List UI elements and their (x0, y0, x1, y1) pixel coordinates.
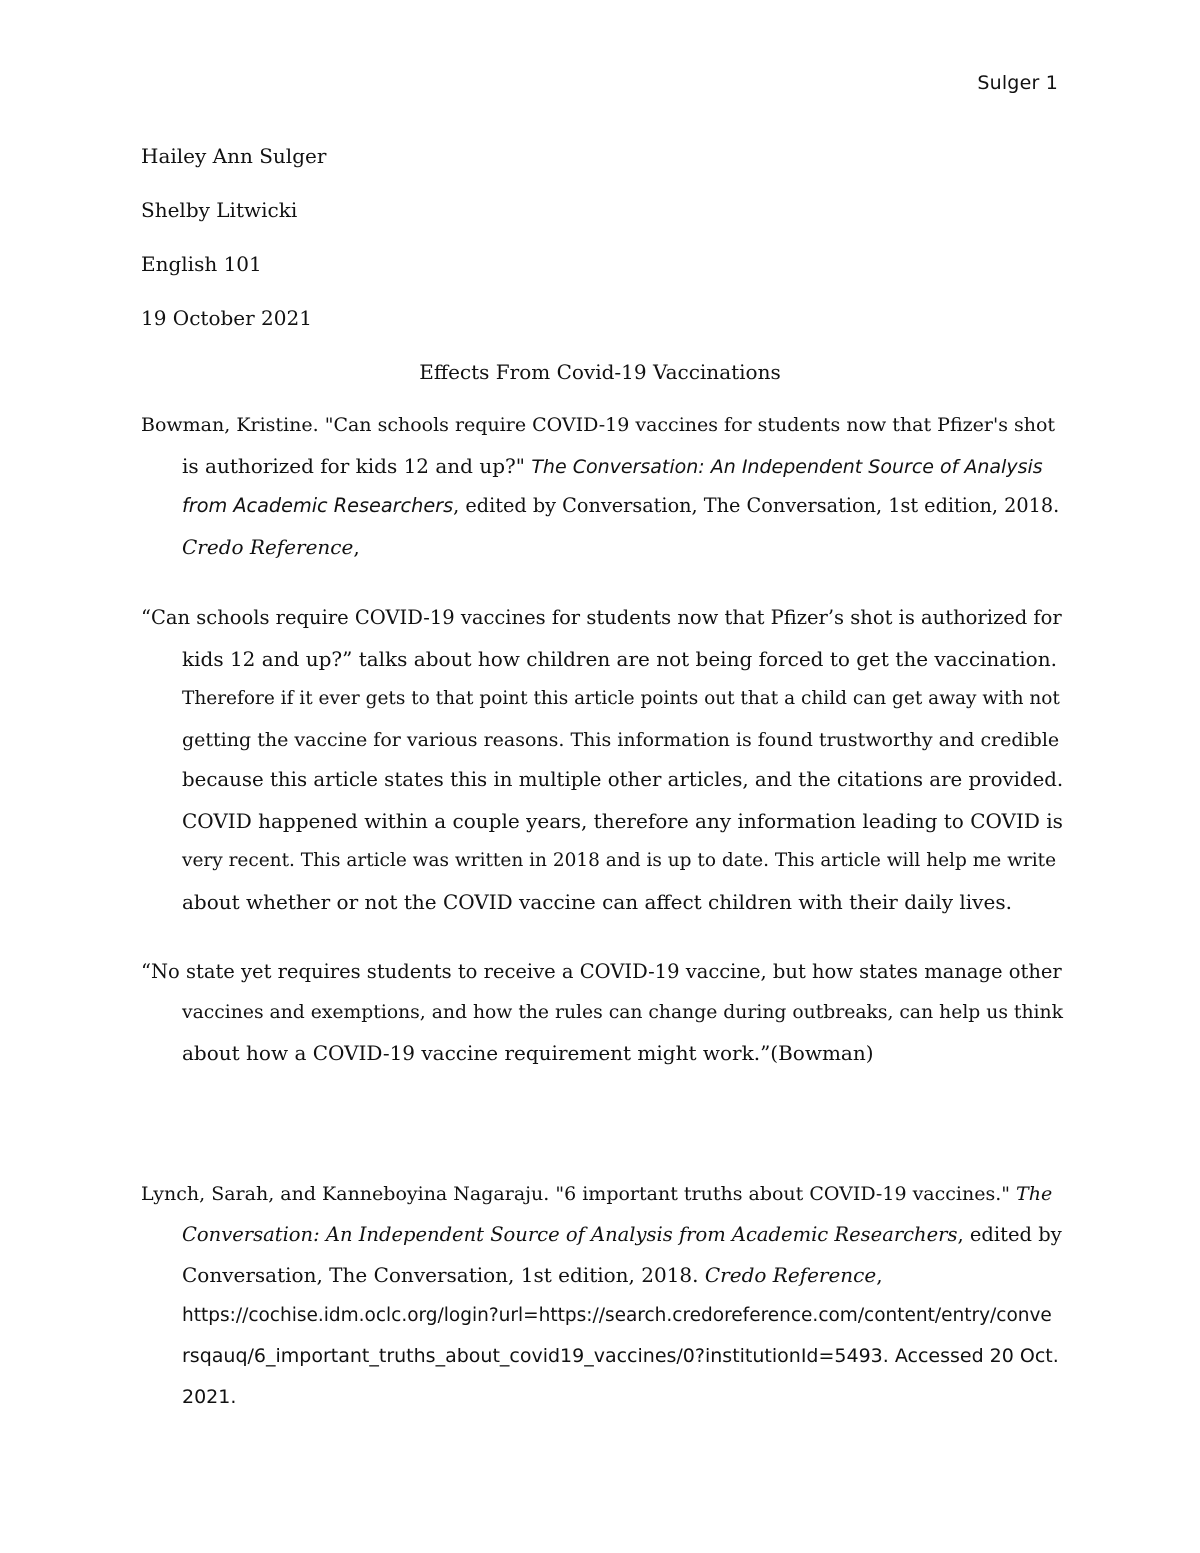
citation-line (141, 1255, 1061, 1296)
citation-line (141, 486, 1061, 527)
citation-line (141, 1174, 1061, 1215)
citation-line (141, 527, 1061, 568)
citation-url: rsqauq/6_important_truths_about_covid19_vaccines/0?institutionId=5493. Accessed 20 Oct. (182, 1345, 1059, 1367)
citation-bowman (141, 405, 1061, 567)
paragraph-line: kids 12 and up?” talks about how children are not being forced to get the vaccination. (182, 646, 1057, 671)
paragraph-line: about whether or not the COVID vaccine can affect children with their daily lives. (182, 889, 1012, 914)
essay-title: Effects From Covid-19 Vaccinations (419, 360, 781, 384)
running-head: Sulger 1 (977, 72, 1058, 94)
container-title: from Academic Researchers (182, 494, 454, 517)
container-title: Conversation: An Independent Source of Analysis from Academic Researchers (182, 1222, 958, 1246)
citation-text: , (876, 1263, 883, 1287)
citation-line: 2021. (182, 1385, 237, 1408)
database-name: Credo Reference (182, 534, 354, 559)
citation-line: Bowman, Kristine. "Can schools require COVID-19 vaccines for students now that Pfizer's shot (141, 414, 1056, 436)
paragraph-line: because this article states this in multiple other articles, and the citations are provided. (182, 768, 1064, 791)
paragraph-line: Therefore if it ever gets to that point this article points out that a child can get away with not (182, 688, 1060, 709)
citation-line (141, 1215, 1061, 1256)
course-name: English 101 (141, 252, 262, 276)
citation-url: https://cochise.idm.oclc.org/login?url=https://search.credoreference.com/content/entry/conve (182, 1304, 1052, 1326)
paragraph-line: COVID happened within a couple years, therefore any information leading to COVID is (182, 808, 1063, 833)
quote-paragraph (141, 952, 1061, 1074)
paragraph-line: getting the vaccine for various reasons. This information is found trustworthy and credible (182, 728, 1060, 751)
citation-line (141, 446, 1061, 487)
paragraph-line: very recent. This article was written in 2018 and is up to date. This article will help me write (182, 850, 1057, 871)
container-title: The (1016, 1183, 1053, 1205)
citation-text: is authorized for kids 12 and up?" (182, 453, 532, 478)
paragraph-line: “Can schools require COVID-19 vaccines for students now that Pfizer’s shot is authorized for (141, 606, 1062, 629)
container-title: The Conversation: An Independent Source of Analysis (531, 455, 1043, 478)
citation-text: , (353, 534, 360, 559)
instructor-name: Shelby Litwicki (141, 198, 298, 222)
student-name: Hailey Ann Sulger (141, 144, 327, 168)
citation-lynch (141, 1174, 1061, 1417)
paragraph-line: “No state yet requires students to receive a COVID-19 vaccine, but how states manage other (141, 960, 1062, 983)
citation-text: Conversation, The Conversation, 1st edition, 2018. (182, 1263, 705, 1287)
paragraph-line: about how a COVID-19 vaccine requirement might work.”(Bowman) (182, 1041, 874, 1065)
citation-text: Lynch, Sarah, and Kanneboyina Nagaraju. "6 important truths about COVID-19 vaccines." (141, 1183, 1017, 1205)
database-name: Credo Reference (704, 1263, 877, 1287)
date: 19 October 2021 (141, 306, 312, 330)
paragraph-line: vaccines and exemptions, and how the rules can change during outbreaks, can help us think (182, 1001, 1063, 1023)
citation-text: , edited by Conversation, The Conversation, 1st edition, 2018. (453, 494, 1060, 517)
citation-text: , edited by (957, 1222, 1062, 1246)
summary-paragraph (141, 598, 1064, 922)
